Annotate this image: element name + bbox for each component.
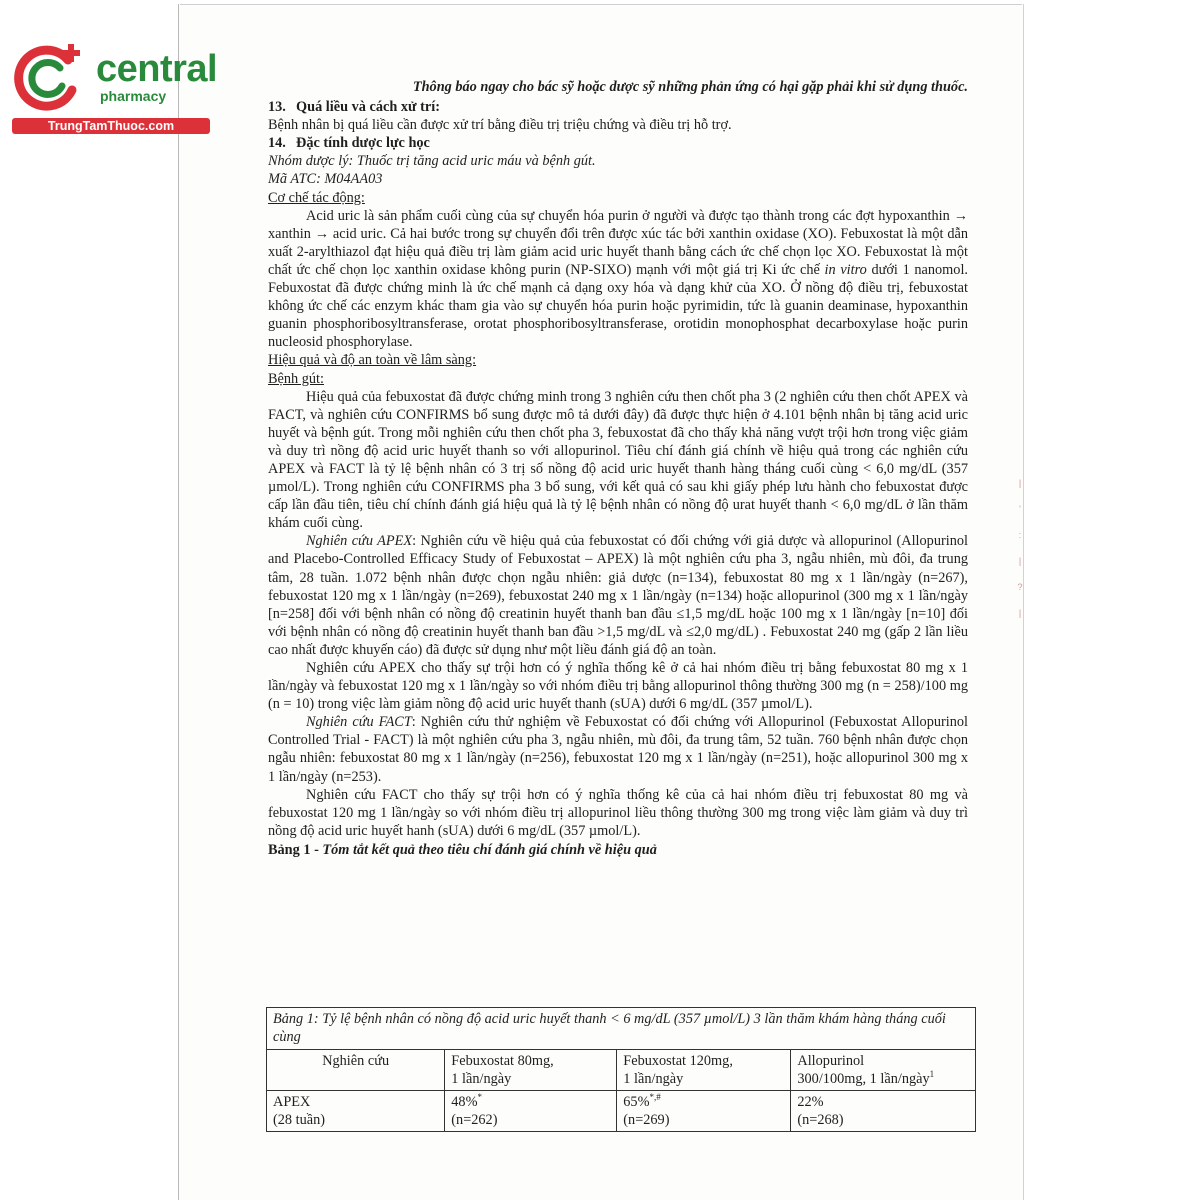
gout-heading: Bệnh gút: (268, 370, 324, 387)
table-title: Bảng 1 - Tóm tắt kết quả theo tiêu chí đánh giá chính về hiệu quả (268, 841, 657, 858)
section-13-text: Bệnh nhân bị quá liều cần được xử trí bằng điều trị triệu chứng và điều trị hỗ trợ. (268, 117, 732, 134)
cell-allopurinol: 22% (n=268) (791, 1091, 976, 1132)
scan-edge (180, 4, 1022, 5)
header-allopurinol: Allopurinol 300/100mg, 1 lần/ngày$^1$ (791, 1050, 976, 1091)
central-pharmacy-logo[interactable] (10, 38, 218, 138)
pharmacy-cross-icon (10, 38, 90, 118)
apex-paragraph: Nghiên cứu APEX: Nghiên cứu về hiệu quả của febuxostat có đối chứng với giả dược và allopurinol (Allopurinol and Placebo-Controlled Efficacy Study of Febuxostat – APEX) là một nghiên cứu pha 3, ngẫu nhiên, mù đôi, đa trung tâm, 28 tuần. 1.072 bệnh nhân được chọn ngẫu nhiên: giả dược (n=134), febuxostat 80 mg x 1 lần/ngày (n=267), febuxostat 120 mg x 1 lần/ngày (n=269), febuxostat 240 mg x 1 lần/ngày (n=134) hoặc allopurinol (300 mg x 1 lần/ngày [n=258] đối với bệnh nhân có nồng độ creatinin huyết thanh ban đầu ≤1,5 mg/dL hoặc 100 mg x 1 lần/ngày [n=10] đối với bệnh nhân có nồng độ creatinin huyết thanh ban đầu >1,5 mg/dL và ≤2,0 mg/dL) . Febuxostat 240 mg (gấp 2 lần liều cao nhất được khuyến cáo) đã được sử dụng như một liều đánh giá độ an toàn. (268, 533, 968, 658)
table-caption: Bảng 1: Tỷ lệ bệnh nhân có nồng độ acid uric huyết thanh < 6 mg/dL (357 µmol/L) 3 lần thăm khám hàng tháng cuối cùng (267, 1008, 976, 1050)
section-14-heading: 14. Đặc tính dược lực học (268, 135, 430, 152)
efficacy-heading: Hiệu quả và độ an toàn về lâm sàng: (268, 352, 477, 369)
logo-wordmark: central (96, 48, 218, 90)
margin-scan-marks: | ' : | ? | (1017, 478, 1023, 618)
header-study: Nghiên cứu (267, 1050, 445, 1091)
cell-study: APEX (28 tuần) (267, 1091, 445, 1132)
header-febuxostat-120: Febuxostat 120mg, 1 lần/ngày (617, 1050, 791, 1091)
table-header-row (267, 1050, 976, 1091)
gout-paragraph: Hiệu quả của febuxostat đã được chứng minh trong 3 nghiên cứu then chốt pha 3 (2 nghiên cứu then chốt APEX và FACT, và nghiên cứu CONFIRMS bổ sung được mô tả dưới đây) đã được thực hiện ở 4.101 bệnh nhân bị tăng acid uric huyết và bệnh gút. Trong mỗi nghiên cứu then chốt pha 3, febuxostat đã cho thấy khả năng vượt trội hơn trong việc giảm và duy trì nồng độ acid uric huyết thanh so với allopurinol. Tiêu chí đánh giá chính về hiệu quả trong các nghiên cứu APEX và FACT là tỷ lệ bệnh nhân có 3 trị số nồng độ acid uric huyết thanh hàng tháng cuối cùng < 6,0 mg/dL (357 µmol/L). Trong nghiên cứu CONFIRMS pha 3 bổ sung, với kết quả có sau khi giấy phép lưu hành cho febuxostat được cấp lần đầu tiên, tiêu chí chính đánh giá hiệu quả là tỷ lệ bệnh nhân có nồng độ urat huyết thanh < 6,0 mg/dL ở lần thăm khám cuối cùng. (268, 388, 968, 532)
results-table (266, 1007, 976, 1132)
apex-result-paragraph: Nghiên cứu APEX cho thấy sự trội hơn có ý nghĩa thống kê ở cả hai nhóm điều trị bằng febuxostat 80 mg x 1 lần/ngày và febuxostat 120 mg x 1 lần/ngày so với nhóm điều trị bằng allopurinol thông thường 300 mg (n = 258)/100 mg (n = 10) trong việc làm giảm nồng độ acid uric huyết thanh (sUA) dưới 6 mg/dL (357 µmol/L). (268, 660, 968, 713)
fact-result-paragraph: Nghiên cứu FACT cho thấy sự trội hơn có ý nghĩa thống kê của cả hai nhóm điều trị febuxostat 80 mg và febuxostat 120 mg 1 lần/ngày so với nhóm điều trị allopurinol liều thông thường 300 mg trong việc làm giảm và duy trì nồng độ acid uric huyết hanh (sUA) dưới 6 mg/dL (357 µmol/L). (268, 786, 968, 839)
logo-site-url[interactable]: TrungTamThuoc.com (12, 118, 210, 134)
header-febuxostat-80: Febuxostat 80mg, 1 lần/ngày (445, 1050, 617, 1091)
cell-febuxostat-80: 48%* (n=262) (445, 1091, 617, 1132)
mechanism-heading: Cơ chế tác động: (268, 189, 365, 206)
table-row (267, 1091, 976, 1132)
section-13-heading: 13. Quá liều và cách xử trí: (268, 99, 440, 116)
leaflet-text (268, 78, 968, 859)
adverse-report-note: Thông báo ngay cho bác sỹ hoặc dược sỹ những phản ứng có hại gặp phải khi sử dụng thuốc. (412, 79, 968, 95)
atc-code: Mã ATC: M04AA03 (268, 171, 383, 188)
fact-paragraph: Nghiên cứu FACT: Nghiên cứu thử nghiệm về Febuxostat có đối chứng với Allopurinol (Febuxostat Allopurinol Controlled Trial - FACT) là một nghiên cứu pha 3, ngẫu nhiên, mù đôi, đa trung tâm, 52 tuần. 760 bệnh nhân được chọn ngẫu nhiên: febuxostat 80 mg x 1 lần/ngày (n=256), febuxostat 120 mg x 1 lần/ngày (n=251), hoặc allopurinol 300 mg x 1 lần/ngày (n=253). (268, 714, 968, 785)
cell-febuxostat-120: 65%*,# (n=269) (617, 1091, 791, 1132)
logo-subtitle: pharmacy (100, 88, 167, 104)
mechanism-paragraph: Acid uric là sản phẩm cuối cùng của sự chuyển hóa purin ở người và được tạo thành trong các đợt hypoxanthin → xanthin → acid uric. Cả hai bước trong sự chuyển đổi trên được xúc tác bởi xanthin oxidase (XO). Febuxostat là một dẫn xuất 2-arylthiazol đạt hiệu quả điều trị làm giảm acid uric huyết thanh bằng cách ức chế chọn lọc XO. Febuxostat là một chất ức chế chọn lọc xanthin oxidase không purin (NP-SIXO) mạnh với một giá trị Ki ức chế in vitro dưới 1 nanomol. Febuxostat đã được chứng minh là ức chế mạnh cả dạng oxy hóa và dạng khử của XO. Ở nồng độ điều trị, febuxostat không ức chế các enzym khác tham gia vào sự chuyển hóa purin hoặc pyrimidin, tức là guanin deaminase, hypoxanthin guanin phosphoribosyltransferase, orotat phosphoribosyltransferase, orotidin monophosphat decarboxylase hoặc purin nucleosid phosphorylase. (268, 207, 968, 351)
pharmacologic-group: Nhóm dược lý: Thuốc trị tăng acid uric máu và bệnh gút. (268, 153, 596, 170)
